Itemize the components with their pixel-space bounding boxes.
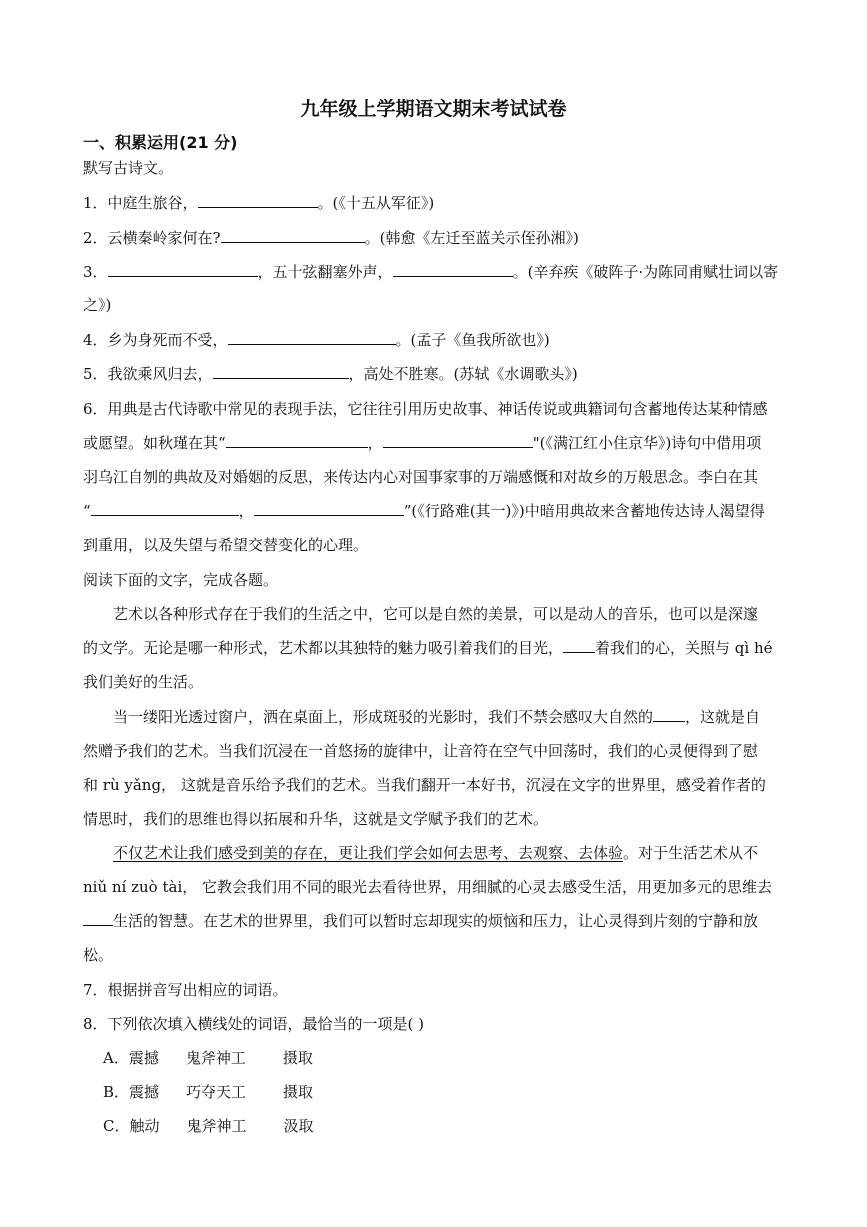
option-label: A． xyxy=(103,1049,129,1067)
answer-blank[interactable] xyxy=(228,330,396,345)
option-word: 鬼斧神工 xyxy=(185,1049,246,1067)
answer-blank[interactable] xyxy=(653,707,685,722)
question-6-line xyxy=(83,433,761,453)
question-2 xyxy=(83,228,579,248)
answer-blank[interactable] xyxy=(213,364,349,379)
option-label: B． xyxy=(103,1083,130,1101)
question-text: ， xyxy=(238,502,254,520)
question-source: ，高处不胜寒。(苏轼《水调歌头》) xyxy=(348,365,578,383)
question-6-line xyxy=(83,501,765,521)
question-6: 6．用典是古代诗歌中常见的表现手法，它往往引用历史故事、神话传说或典籍词句含蓄地传达某种情感 xyxy=(83,400,768,418)
question-source: 。(《十五从军征》) xyxy=(317,194,435,212)
question-text: 4．乡为身死而不受， xyxy=(83,331,228,349)
question-text: ， xyxy=(367,434,383,452)
question-4 xyxy=(83,330,550,350)
option-word: 鬼斧神工 xyxy=(186,1117,247,1135)
underlined-sentence: 不仅艺术让我们感受到美的存在，更让我们学会如何去思考、去观察、去体验 xyxy=(113,844,624,862)
option-word: 摄取 xyxy=(283,1083,314,1101)
option-word: 巧夺天工 xyxy=(186,1083,247,1101)
question-text: 2．云横秦岭家何在? xyxy=(83,229,221,247)
passage-text: 着我们的心，关照与 qì hé xyxy=(595,639,773,657)
answer-blank[interactable] xyxy=(393,262,513,277)
question-text: 1．中庭生旅谷， xyxy=(83,194,198,212)
passage-line: 和 rù yǎng， 这就是音乐给予我们的艺术。当我们翻开一本好书，沉浸在文字的世界里，感受着作者的 xyxy=(83,776,766,794)
option-b[interactable] xyxy=(103,1082,313,1102)
answer-blank[interactable] xyxy=(198,193,318,208)
instruction-text: 默写古诗文。 xyxy=(83,159,174,177)
option-word: 触动 xyxy=(129,1117,160,1135)
question-6-line: 羽乌江自刎的典故及对婚姻的反思，来传达内心对国事家事的万端感慨和对故乡的万般思念。李白在其 xyxy=(83,468,759,486)
passage-line xyxy=(83,911,758,931)
question-1 xyxy=(83,193,434,213)
question-text: ”(《行路难(其一)》)中暗用典故来含蓄地传达诗人渴望得 xyxy=(403,502,765,520)
passage-text: 的文学。无论是哪一种形式，艺术都以其独特的魅力吸引着我们的目光， xyxy=(83,639,564,657)
answer-blank[interactable] xyxy=(254,501,404,516)
option-word: 震撼 xyxy=(129,1083,160,1101)
section-heading: 一、积累运用(21 分) xyxy=(83,133,238,152)
passage-line xyxy=(113,707,760,727)
passage-text: 当一缕阳光透过窗户，洒在桌面上，形成斑驳的光影时，我们不禁会感叹大自然的 xyxy=(113,708,654,726)
passage-text: 。对于生活艺术从不 xyxy=(623,844,759,862)
answer-blank[interactable] xyxy=(226,433,368,448)
question-3 xyxy=(83,262,778,282)
answer-blank[interactable] xyxy=(221,228,365,243)
option-word: 摄取 xyxy=(282,1049,313,1067)
passage-line: niǔ ní zuò tài， 它教会我们用不同的眼光去看待世界，用细腻的心灵去感受生活，用更加多元的思维去 xyxy=(83,878,773,896)
option-word: 震撼 xyxy=(128,1049,159,1067)
passage-line xyxy=(113,843,758,863)
question-source: 。(韩愈《左迁至蓝关示侄孙湘》) xyxy=(364,229,579,247)
option-label: C． xyxy=(103,1117,130,1135)
option-word: 汲取 xyxy=(283,1117,314,1135)
question-source: 。(辛弃疾《破阵子·为陈同甫赋壮词以寄 xyxy=(512,263,779,281)
answer-blank[interactable] xyxy=(91,501,239,516)
question-text: 5．我欲乘风归去， xyxy=(83,365,213,383)
passage-line: 情思时，我们的思维也得以拓展和升华，这就是文学赋予我们的艺术。 xyxy=(83,810,549,828)
question-text: 或愿望。如秋瑾在其“ xyxy=(83,434,226,452)
question-text: “ xyxy=(83,502,91,520)
question-3-cont: 之》) xyxy=(83,296,112,314)
question-text: ，五十弦翻塞外声， xyxy=(257,263,393,281)
page-title: 九年级上学期语文期末考试试卷 xyxy=(300,98,567,120)
passage-line: 松。 xyxy=(83,946,114,964)
question-source: 。(孟子《鱼我所欲也》) xyxy=(395,331,550,349)
answer-blank[interactable] xyxy=(383,433,533,448)
question-5 xyxy=(83,364,578,384)
passage-line: 然赠予我们的艺术。当我们沉浸在一首悠扬的旋律中，让音符在空气中回荡时，我们的心灵便得到了慰 xyxy=(83,742,759,760)
passage-line: 艺术以各种形式存在于我们的生活之中，它可以是自然的美景，可以是动人的音乐，也可以是深邃 xyxy=(113,605,759,623)
question-6-line: 到重用，以及失望与希望交替变化的心理。 xyxy=(83,536,369,554)
question-8: 8．下列依次填入横线处的词语，最恰当的一项是( ) xyxy=(83,1015,425,1033)
answer-blank[interactable] xyxy=(108,262,258,277)
reading-instruction: 阅读下面的文字，完成各题。 xyxy=(83,571,279,589)
passage-line: 我们美好的生活。 xyxy=(83,673,204,691)
passage-text: 生活的智慧。在艺术的世界里，我们可以暂时忘却现实的烦恼和压力，让心灵得到片刻的宁静和放 xyxy=(113,912,759,930)
question-7: 7．根据拼音写出相应的词语。 xyxy=(83,981,288,999)
question-text: 3． xyxy=(83,263,108,281)
answer-blank[interactable] xyxy=(563,638,595,653)
answer-blank[interactable] xyxy=(83,911,113,926)
option-c[interactable] xyxy=(103,1116,314,1136)
passage-text: ，这就是自 xyxy=(685,708,761,726)
option-a[interactable] xyxy=(103,1048,313,1068)
passage-line xyxy=(83,638,773,658)
question-text: "(《满江红小住京华》)诗句中借用项 xyxy=(532,434,762,452)
